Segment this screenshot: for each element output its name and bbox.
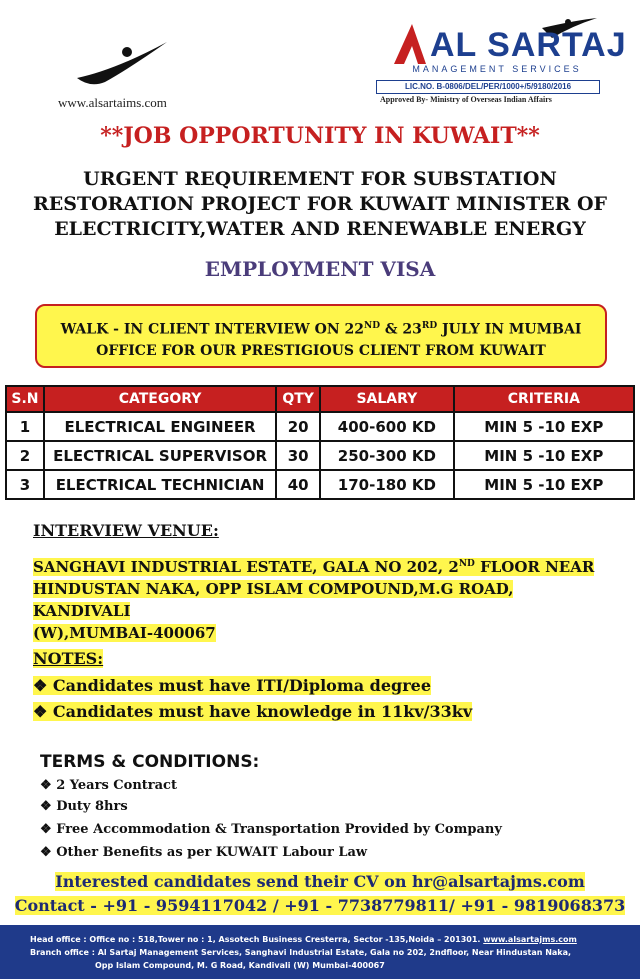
footer <box>0 925 640 979</box>
bullet-icon: ❖ <box>33 702 53 721</box>
cell: 20 <box>276 412 320 441</box>
term-item: ❖ Free Accommodation & Transportation Provided by Company <box>40 822 502 837</box>
urgent-line-1: URGENT REQUIREMENT FOR SUBSTATION <box>83 168 557 190</box>
cell: 30 <box>276 441 320 470</box>
venue-line-3: (W),MUMBAI-400067 <box>33 624 216 642</box>
terms-heading: TERMS & CONDITIONS: <box>40 752 260 772</box>
swoosh-logo-icon <box>75 40 170 90</box>
col-salary: SALARY <box>320 386 454 412</box>
venue-line-1: SANGHAVI INDUSTRIAL ESTATE, GALA NO 202, 2ND FLOOR NEAR <box>33 558 595 576</box>
cell: MIN 5 -10 EXP <box>454 412 634 441</box>
term-item: ❖ Other Benefits as per KUWAIT Labour Law <box>40 845 368 860</box>
col-category: CATEGORY <box>44 386 276 412</box>
website-url: www.alsartaims.com <box>58 95 167 110</box>
venue-address <box>33 553 613 644</box>
bullet-icon: ❖ <box>40 845 57 860</box>
footer-branch-2: Opp Islam Compound, M. G Road, Kandivali (W) Mumbai-400067 <box>95 961 385 970</box>
cell: 170-180 KD <box>320 470 454 499</box>
cell: ELECTRICAL TECHNICIAN <box>44 470 276 499</box>
table-row <box>6 441 634 470</box>
cell: MIN 5 -10 EXP <box>454 441 634 470</box>
cv-call-to-action: Interested candidates send their CV on hr@alsartajms.com <box>55 872 585 891</box>
cell: 40 <box>276 470 320 499</box>
bullet-icon: ❖ <box>40 778 57 793</box>
footer-head-office: Head office : Office no : 518,Tower no : 1, Assotech Business Cresterra, Sector -135,Noida – 201301. www.alsartajms.com <box>30 935 577 944</box>
approval-note: Approved By- Ministry of Overseas Indian Affairs <box>380 95 552 104</box>
brand-subtitle: MANAGEMENT SERVICES <box>412 64 582 74</box>
bullet-icon: ❖ <box>40 822 57 837</box>
license-number: LIC.NO. B-0806/DEL/PER/1000+/5/9180/2016 <box>376 80 600 94</box>
bullet-icon: ❖ <box>40 799 57 814</box>
page-title: **JOB OPPORTUNITY IN KUWAIT** <box>100 123 540 149</box>
bullet-icon: ❖ <box>33 676 53 695</box>
email-link[interactable]: hr@alsartajms.com <box>412 872 585 891</box>
jobs-table <box>5 385 635 500</box>
walkin-banner <box>35 304 607 368</box>
cell: 3 <box>6 470 44 499</box>
term-item: ❖ Duty 8hrs <box>40 799 128 814</box>
urgent-line-2: RESTORATION PROJECT FOR KUWAIT MINISTER OF <box>32 193 608 215</box>
visa-type: EMPLOYMENT VISA <box>204 257 436 281</box>
table-row <box>6 470 634 499</box>
walkin-line-2: OFFICE FOR OUR PRESTIGIOUS CLIENT FROM KUWAIT <box>96 342 546 359</box>
cell: 1 <box>6 412 44 441</box>
table-header-row <box>6 386 634 412</box>
table-row <box>6 412 634 441</box>
note-item: ❖ Candidates must have knowledge in 11kv/33kv <box>33 702 473 721</box>
col-sn: S.N <box>6 386 44 412</box>
venue-heading: INTERVIEW VENUE: <box>33 521 219 540</box>
walkin-line-1: WALK - IN CLIENT INTERVIEW ON 22ND & 23RD JULY IN MUMBAI <box>60 321 582 338</box>
footer-website-link[interactable]: www.alsartajms.com <box>483 935 577 944</box>
urgent-requirement <box>30 167 610 242</box>
notes-heading: NOTES: <box>33 649 104 668</box>
venue-line-2: HINDUSTAN NAKA, OPP ISLAM COMPOUND,M.G ROAD, KANDIVALI <box>33 580 514 620</box>
cell: MIN 5 -10 EXP <box>454 470 634 499</box>
col-qty: QTY <box>276 386 320 412</box>
col-criteria: CRITERIA <box>454 386 634 412</box>
brand-name: AL SARTAJ <box>430 26 627 64</box>
cell: 250-300 KD <box>320 441 454 470</box>
cell: ELECTRICAL ENGINEER <box>44 412 276 441</box>
footer-branch-1: Branch office : Al Sartaj Management Services, Sanghavi Industrial Estate, Gala no 202, 2ndfloor, Near Hindustan Naka, <box>30 948 572 957</box>
note-item: ❖ Candidates must have ITI/Diploma degree <box>33 676 432 695</box>
contact-numbers: Contact - +91 - 9594117042 / +91 - 7738779811/ +91 - 9819068373 <box>14 896 626 915</box>
cell: ELECTRICAL SUPERVISOR <box>44 441 276 470</box>
cell: 400-600 KD <box>320 412 454 441</box>
cell: 2 <box>6 441 44 470</box>
urgent-line-3: ELECTRICITY,WATER AND RENEWABLE ENERGY <box>54 218 586 240</box>
term-item: ❖ 2 Years Contract <box>40 778 177 793</box>
